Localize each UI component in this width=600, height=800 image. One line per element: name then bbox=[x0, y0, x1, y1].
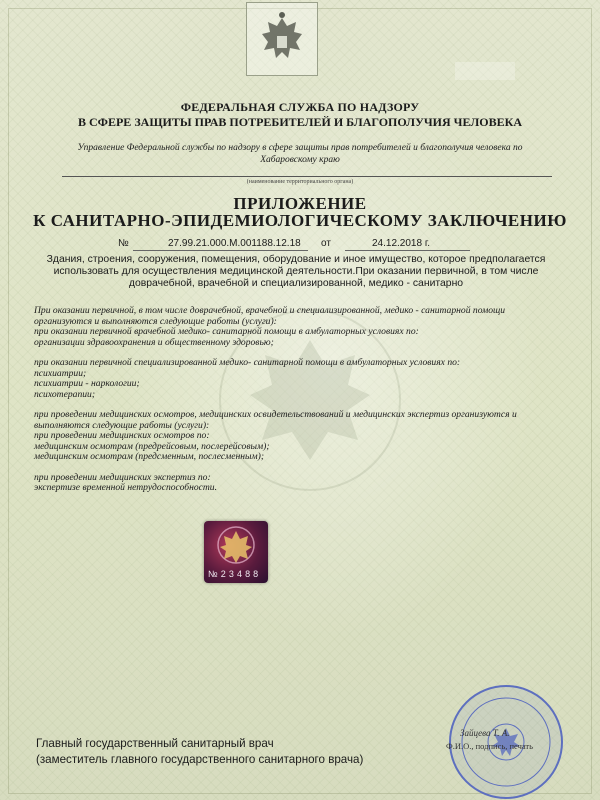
list-item: при проведении медицинских экспертиз по: bbox=[34, 471, 211, 483]
list-item: при проведении медицинских осмотров, медицинских освидетельствований и медицинских экспертиз организуются и bbox=[34, 409, 517, 420]
list-item: При оказании первичной, в том числе доврачебной, врачебной и специализированной, медико - санитарной помощи bbox=[34, 305, 506, 316]
certificate-date: 24.12.2018 г. bbox=[372, 238, 431, 249]
list-item: психиатрии; bbox=[34, 367, 87, 379]
signature-caption: Ф.И.О., подпись, печать bbox=[446, 741, 534, 751]
list-item: организуются и выполняются следующие работы (услуги): bbox=[34, 315, 277, 327]
department-name bbox=[0, 142, 600, 166]
list-item: организации здравоохранения и общественному здоровью; bbox=[34, 336, 274, 348]
department-line2: Хабаровскому краю bbox=[260, 155, 340, 165]
list-item: при проведении медицинских осмотров по: bbox=[34, 430, 210, 441]
department-underline bbox=[62, 176, 552, 177]
document-subtitle: К САНИТАРНО-ЭПИДЕМИОЛОГИЧЕСКОМУ ЗАКЛЮЧЕНИЮ bbox=[33, 211, 567, 230]
list-item: медицинским осмотрам (предрейсовым, послерейсовым); bbox=[34, 440, 270, 452]
hologram-sticker bbox=[204, 521, 268, 583]
blank-field bbox=[455, 62, 515, 80]
signer-name: Зайцева Т. А. bbox=[460, 728, 510, 738]
document-title: ПРИЛОЖЕНИЕ bbox=[233, 194, 367, 213]
list-item: выполняются следующие работы (услуги): bbox=[34, 419, 210, 431]
deputy-doctor-title: (заместитель главного государственного санитарного врача) bbox=[36, 753, 364, 766]
list-item: медицинским осмотрам (предсменным, послесменным); bbox=[34, 451, 265, 462]
department-caption: (наименование территориального органа) bbox=[246, 179, 354, 185]
number-prefix: № bbox=[118, 238, 129, 249]
number-underline bbox=[133, 250, 308, 251]
date-underline bbox=[345, 250, 470, 251]
list-item: при оказании первичной врачебной медико- санитарной помощи в амбулаторных условиях по: bbox=[34, 326, 419, 337]
list-item: экспертизе временной нетрудоспособности. bbox=[34, 482, 218, 493]
services-list bbox=[34, 306, 554, 494]
state-emblem bbox=[246, 2, 318, 76]
hologram-eagle-icon bbox=[204, 521, 268, 571]
agency-name-line2: В СФЕРЕ ЗАЩИТЫ ПРАВ ПОТРЕБИТЕЛЕЙ И БЛАГОПОЛУЧИЯ ЧЕЛОВЕКА bbox=[78, 115, 522, 129]
official-stamp bbox=[438, 680, 566, 800]
list-item: психиатрии - наркологии; bbox=[34, 378, 140, 389]
department-line1: Управление Федеральной службы по надзору в сфере защиты прав потребителей и благополучия человека по bbox=[77, 143, 523, 153]
list-gap bbox=[34, 463, 554, 473]
date-prefix: от bbox=[321, 238, 331, 249]
certificate-number: 27.99.21.000.М.001188.12.18 bbox=[168, 238, 301, 249]
agency-name-line1: ФЕДЕРАЛЬНАЯ СЛУЖБА ПО НАДЗОРУ bbox=[180, 100, 420, 114]
object-description: Здания, строения, сооружения, помещения, оборудование и иное имущество, которое предполагается использовать для осуществления медицинской деятельности.При оказании первичной, в том числе доврачебной, врачебной и специализированной, медико - санитарно bbox=[46, 254, 546, 289]
list-item: при оказании первичной специализированной медико- санитарной помощи в амбулаторных условиях по: bbox=[34, 357, 461, 368]
chief-doctor-title: Главный государственный санитарный врач bbox=[36, 737, 274, 750]
list-item: психотерапии; bbox=[34, 388, 96, 400]
hologram-number: № 2 3 4 8 8 bbox=[208, 569, 259, 579]
double-headed-eagle-icon bbox=[256, 10, 308, 68]
